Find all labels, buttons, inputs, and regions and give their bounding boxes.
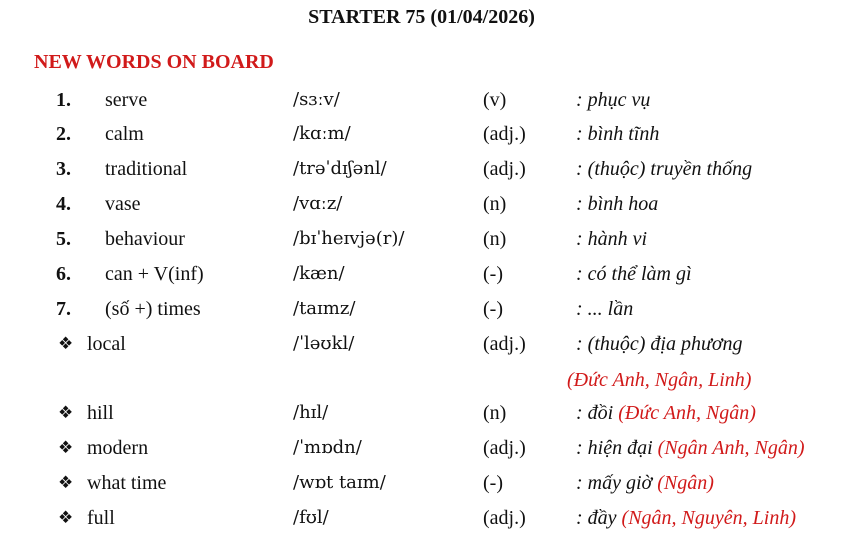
vocab-pos: (n) (483, 402, 507, 424)
item-number: 3. (56, 158, 71, 180)
section-heading: NEW WORDS ON BOARD (34, 51, 274, 73)
vocab-ipa: /taɪmz/ (293, 298, 356, 319)
vocab-pos: (adj.) (483, 507, 526, 529)
vocab-word: (số +) times (105, 298, 201, 320)
vocab-row (0, 87, 843, 113)
page-title: STARTER 75 (01/04/2026) (308, 6, 535, 28)
vocab-ipa: /kɑːm/ (293, 123, 351, 144)
vocab-meaning: : bình tĩnh (576, 123, 660, 145)
vocab-row (0, 156, 843, 182)
vocab-pos: (-) (483, 472, 503, 494)
vocab-meaning: : hành vi (576, 228, 648, 250)
vocab-meaning: : (thuộc) truyền thống (576, 158, 753, 180)
item-number: 7. (56, 298, 71, 320)
vocab-ipa: /sɜːv/ (293, 89, 340, 110)
vocab-pos: (adj.) (483, 123, 526, 145)
vocab-word: full (87, 507, 115, 529)
vocab-word: behaviour (105, 228, 185, 250)
bullet-icon: ❖ (58, 508, 74, 527)
starred-vocab-row (0, 331, 843, 357)
vocab-meaning: : đầy (576, 507, 617, 529)
vocab-ipa: /kæn/ (293, 263, 345, 284)
vocab-pos: (adj.) (483, 158, 526, 180)
bullet-icon: ❖ (58, 473, 74, 492)
starred-vocab-row (0, 505, 843, 531)
contributor-names: (Ngân, Nguyên, Linh) (621, 507, 796, 529)
item-number: 6. (56, 263, 71, 285)
vocab-word: hill (87, 402, 114, 424)
starred-vocab-row (0, 470, 843, 496)
vocab-word: can + V(inf) (105, 263, 204, 285)
vocab-ipa: /fʊl/ (293, 507, 329, 528)
vocab-ipa: /vɑːz/ (293, 193, 343, 214)
vocab-meaning-with-names (576, 435, 805, 461)
vocab-meaning: : phục vụ (576, 89, 651, 111)
contributor-names: (Ngân Anh, Ngân) (657, 437, 805, 459)
item-number: 1. (56, 89, 71, 111)
vocab-pos: (n) (483, 228, 507, 250)
vocab-ipa: /hɪl/ (293, 402, 329, 423)
vocab-meaning-with-names (576, 505, 796, 531)
vocab-pos: (v) (483, 89, 507, 111)
vocab-word: local (87, 333, 126, 355)
item-number: 5. (56, 228, 71, 250)
vocab-meaning-with-names (576, 470, 714, 496)
vocab-meaning: : có thể làm gì (576, 263, 692, 285)
vocab-row (0, 191, 843, 217)
vocab-pos: (n) (483, 193, 507, 215)
item-number: 2. (56, 123, 71, 145)
vocab-ipa: /ˈmɒdn/ (293, 437, 362, 458)
vocab-meaning-with-names (576, 400, 756, 426)
vocab-pos: (-) (483, 298, 503, 320)
item-number: 4. (56, 193, 71, 215)
vocab-meaning: : mấy giờ (576, 472, 653, 494)
bullet-icon: ❖ (58, 334, 74, 353)
starred-vocab-row (0, 435, 843, 461)
vocab-row (0, 261, 843, 287)
vocab-word: traditional (105, 158, 188, 180)
vocab-word: what time (87, 472, 167, 494)
vocab-row (0, 226, 843, 252)
starred-vocab-row (0, 400, 843, 426)
vocab-ipa: /wɒt taɪm/ (293, 472, 386, 493)
vocab-word: serve (105, 89, 148, 111)
contributor-names: (Đức Anh, Ngân, Linh) (567, 369, 752, 391)
vocab-meaning: : ... lần (576, 298, 634, 320)
bullet-icon: ❖ (58, 438, 74, 457)
vocab-row (0, 296, 843, 322)
vocab-meaning: : đồi (576, 402, 614, 424)
vocab-meaning: : bình hoa (576, 193, 659, 215)
bullet-icon: ❖ (58, 403, 74, 422)
vocab-ipa: /bɪˈheɪvjə(r)/ (293, 228, 405, 249)
contributor-names: (Ngân) (657, 472, 714, 494)
vocab-word: modern (87, 437, 149, 459)
vocab-ipa: /trəˈdɪʃənl/ (293, 158, 387, 179)
vocab-pos: (adj.) (483, 333, 526, 355)
vocab-meaning: : (thuộc) địa phương (576, 333, 743, 355)
vocab-ipa: /ˈləʊkl/ (293, 333, 355, 354)
vocab-meaning: : hiện đại (576, 437, 653, 459)
vocab-pos: (adj.) (483, 437, 526, 459)
vocab-word: calm (105, 123, 144, 145)
vocab-pos: (-) (483, 263, 503, 285)
vocab-row (0, 121, 843, 147)
contributor-names: (Đức Anh, Ngân) (618, 402, 756, 424)
vocab-word: vase (105, 193, 141, 215)
